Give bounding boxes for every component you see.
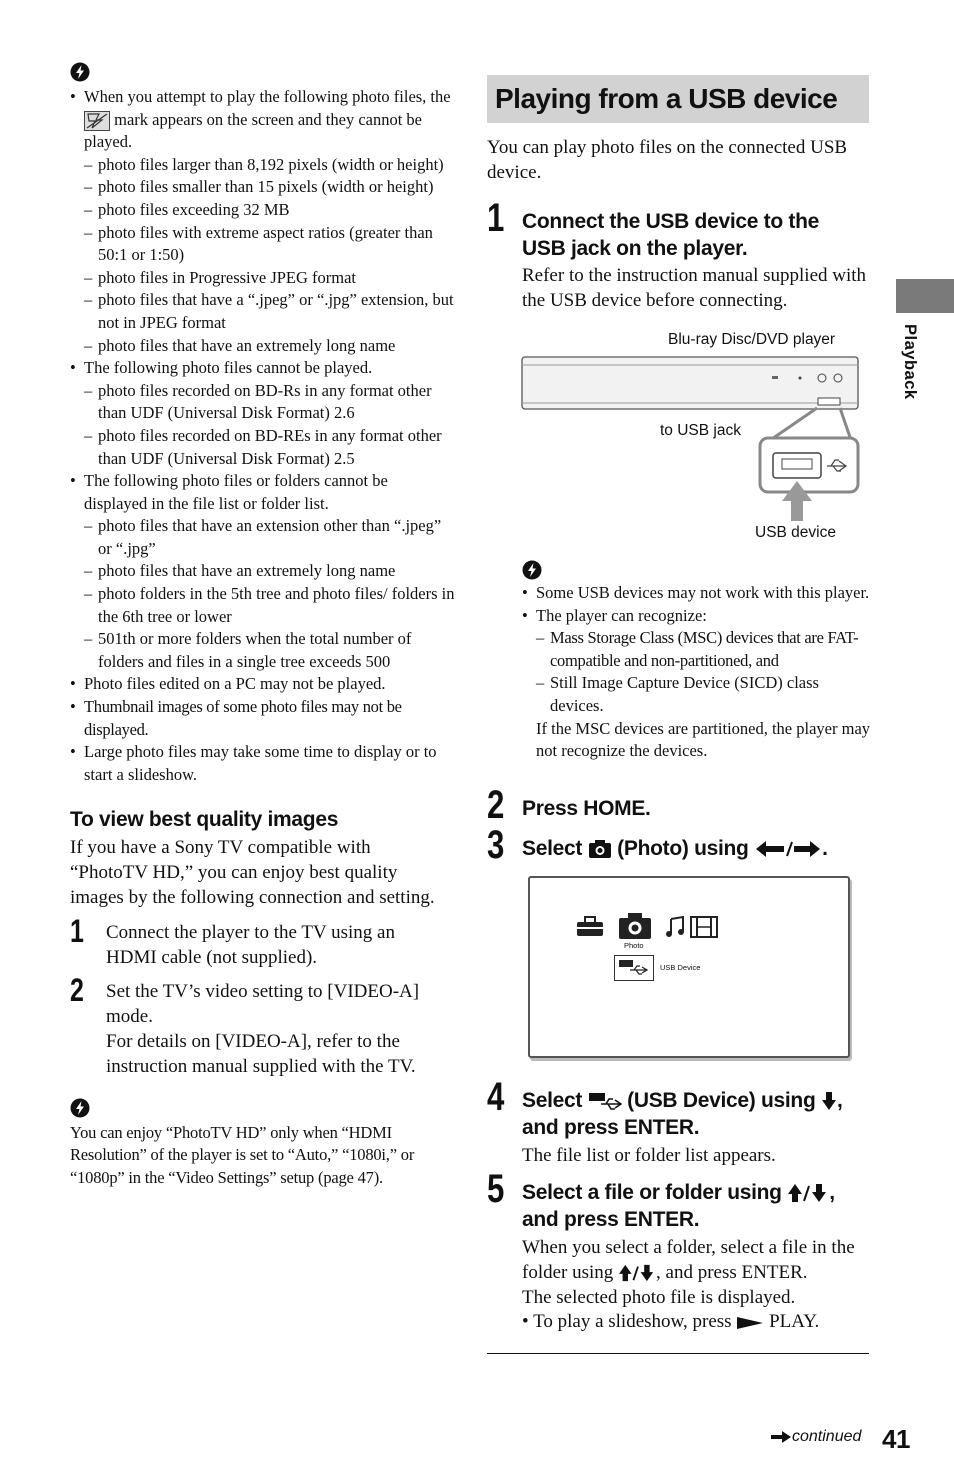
usb-connection-figure [520, 325, 870, 550]
list-item: – photo files that have an extension other than “.jpeg” or “.jpg” [70, 515, 455, 560]
usb-step-3 [487, 823, 872, 867]
note-text: mark appears on the screen and they cannot be played. [84, 109, 422, 152]
usb-notes-list [522, 582, 872, 763]
arrow-right-icon [770, 1430, 792, 1444]
usb-step-4 [487, 1077, 872, 1169]
toolbox-icon [575, 916, 605, 938]
usb-intro: You can play photo files on the connected USB device. [487, 137, 848, 183]
list-item: – photo files with extreme aspect ratios (greater than 50:1 or 1:50) [70, 222, 455, 267]
step-number: 3 [487, 823, 505, 867]
step-number: 5 [487, 1167, 505, 1211]
tip-icon [70, 1098, 90, 1118]
left-right-arrow-icon [754, 839, 822, 859]
step-number: 1 [70, 912, 84, 949]
list-item: – photo files larger than 8,192 pixels (width or height) [70, 154, 455, 177]
list-item: – 501th or more folders when the total number of folders and files in a single tree exceeds 500 [70, 628, 455, 673]
list-item: – photo files exceeding 32 MB [70, 199, 455, 222]
list-item: – photo files that have an extremely long name [70, 335, 455, 358]
step-title: Connect the USB device to the USB jack on the player. [522, 210, 820, 260]
list-item: • The following photo files cannot be played. [70, 357, 455, 380]
step-extra-text: For details on [VIDEO-A], refer to the instruction manual supplied with the TV. [106, 1030, 416, 1077]
step-title: Press HOME. [522, 797, 651, 820]
play-icon [736, 1316, 764, 1330]
step-number: 4 [487, 1075, 505, 1119]
usb-device-icon [588, 1091, 622, 1111]
step-body: The file list or folder list appears. [522, 1145, 776, 1166]
usb-step-1 [487, 196, 872, 314]
title-part: (Photo) using [617, 837, 749, 860]
heading-text: Playing from a USB device [495, 83, 838, 114]
list-item: – Mass Storage Class (MSC) devices that are FAT-compatible and non-partitioned, and [522, 627, 872, 672]
slideshow-bullet: • To play a slideshow, press PLAY. [522, 1311, 820, 1333]
usb-jack-label: to USB jack [660, 422, 741, 439]
title-part: Select [522, 837, 583, 860]
usb-device-label: USB device [755, 524, 836, 541]
player-label: Blu-ray Disc/DVD player [668, 331, 836, 348]
step-number: 2 [70, 972, 84, 1009]
step-body: Refer to the instruction manual supplied with the USB device before connecting. [522, 265, 867, 311]
list-item: • Thumbnail images of some photo files may not be displayed. [70, 696, 455, 741]
title-part: Select [522, 1089, 583, 1112]
list-item: If the MSC devices are partitioned, the player may not recognize the devices. [536, 718, 871, 761]
side-tab [896, 279, 954, 313]
section-end-rule [487, 1353, 869, 1354]
photo-camera-icon [618, 912, 652, 940]
step-body-result: The selected photo file is displayed. [522, 1286, 796, 1308]
list-item: • The following photo files or folders cannot be displayed in the file list or folder list. [70, 470, 455, 515]
home-menu-screen [528, 876, 850, 1058]
title-part: , and press ENTER. [522, 1181, 835, 1231]
up-down-arrow-icon [787, 1183, 829, 1203]
bullet-part: PLAY. [769, 1311, 820, 1333]
step-body [522, 1236, 872, 1286]
title-part: Select a file or folder using [522, 1181, 782, 1204]
usb-device-icon [618, 958, 648, 976]
list-item: • Some USB devices may not work with this player. [522, 582, 872, 605]
list-item: – photo folders in the 5th tree and photo files/ folders in the 6th tree or lower [70, 583, 455, 628]
phototv-tip-text: You can enjoy “PhotoTV HD” only when “HDMI Resolution” of the player is set to “Auto,” “1080i,” or “1080p” in the “Video Settings” setup (page 47). [70, 1122, 415, 1187]
usb-device-label: USB Device [660, 963, 701, 972]
music-icon [666, 916, 686, 938]
list-item [70, 86, 455, 154]
list-item: – photo files recorded on BD-Rs in any format other than UDF (Universal Disk Format) 2.6 [70, 380, 455, 425]
step-title [522, 1087, 872, 1141]
body-part: , and press ENTER. [656, 1261, 808, 1283]
bullet-part: To play a slideshow, press [533, 1311, 732, 1333]
usb-notes [522, 560, 872, 763]
list-item: – photo files that have a “.jpeg” or “.jpg” extension, but not in JPEG format [70, 289, 455, 334]
prohibited-mark-icon [84, 111, 110, 131]
step-number: 1 [487, 196, 505, 240]
photo-label: Photo [624, 941, 644, 950]
list-item: – photo files smaller than 15 pixels (width or height) [70, 176, 455, 199]
section-heading [487, 75, 869, 123]
section-title: To view best quality images [70, 808, 339, 832]
step-text: Set the TV’s video setting to [VIDEO-A] mode. [106, 981, 420, 1028]
usb-step-5 [487, 1169, 872, 1335]
photo-notes-list [70, 86, 455, 786]
step-title [522, 835, 872, 862]
usb-device-menu-item[interactable] [614, 955, 654, 981]
list-item: – Still Image Capture Device (SICD) class devices. [522, 672, 872, 717]
step-title [522, 1179, 872, 1233]
page-number: 41 [882, 1424, 910, 1454]
list-item: – photo files recorded on BD-REs in any format other than UDF (Universal Disk Format) 2.5 [70, 425, 455, 470]
left-column [70, 62, 455, 1189]
hdmi-step-1 [70, 912, 455, 971]
tip-icon [522, 560, 542, 580]
step-number: 2 [487, 783, 505, 827]
continued-marker [770, 1428, 861, 1446]
side-tab-label: Playback [901, 324, 919, 400]
note-text: When you attempt to play the following photo files, the [84, 87, 451, 106]
list-item: • The player can recognize: [522, 605, 872, 628]
list-item: • Photo files edited on a PC may not be played. [70, 673, 455, 696]
list-item: – photo files in Progressive JPEG format [70, 267, 455, 290]
up-down-arrow-icon [618, 1264, 656, 1282]
tip-icon [70, 62, 90, 82]
down-arrow-icon [821, 1091, 837, 1111]
title-part: (USB Device) using [627, 1089, 816, 1112]
body-part: When you select a folder, select a file in the folder using [522, 1237, 855, 1283]
title-part: . [822, 837, 828, 860]
step-text: Connect the player to the TV using an HDMI cable (not supplied). [106, 921, 395, 968]
usb-step-2 [487, 783, 872, 827]
title-part: , and press ENTER. [522, 1089, 843, 1139]
video-film-icon [690, 916, 718, 938]
list-item: – photo files that have an extremely long name [70, 560, 455, 583]
section-intro: If you have a Sony TV compatible with “PhotoTV HD,” you can enjoy best quality images by the following connection and setting. [70, 837, 435, 908]
hdmi-step-2 [70, 972, 455, 1079]
camera-icon [588, 839, 612, 859]
list-item: • Large photo files may take some time to display or to start a slideshow. [70, 741, 455, 786]
continued-text: continued [792, 1428, 862, 1445]
